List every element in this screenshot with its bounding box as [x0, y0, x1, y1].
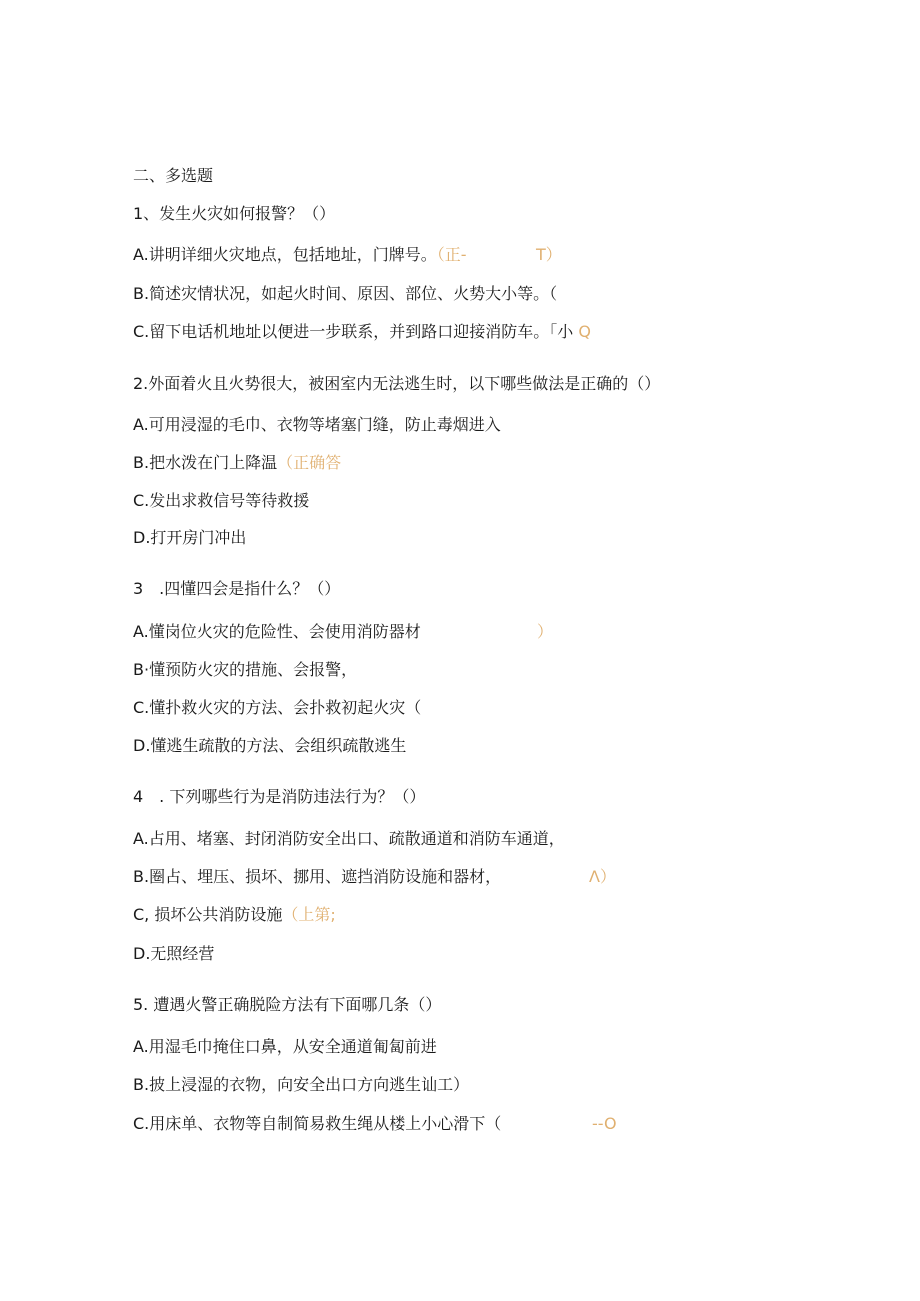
- question-3-option-b: B·懂预防火灾的措施、会报警，: [133, 660, 358, 679]
- option-note: Q: [578, 322, 591, 341]
- question-5-option-c: [133, 1114, 617, 1134]
- option-text: C.留下电话机地址以便进一步联系，并到路口迎接消防车。「小: [133, 322, 574, 341]
- option-text: A.讲明详细火灾地点，包括地址，门牌号。: [133, 245, 437, 264]
- option-text: C, 损坏公共消防设施: [133, 905, 283, 924]
- question-3-option-a: [133, 622, 554, 642]
- question-4-option-c: [133, 905, 336, 925]
- option-note-2: T）: [536, 245, 562, 264]
- question-1-stem: 1、发生火灾如何报警？（）: [133, 204, 336, 223]
- question-3-option-d: D.懂逃生疏散的方法、会组织疏散逃生: [133, 736, 407, 755]
- section-title: 二、多选题: [133, 166, 214, 185]
- question-2-option-b: [133, 453, 341, 473]
- option-note: （正确答: [277, 453, 342, 472]
- question-4-stem: 4 . 下列哪些行为是消防违法行为？（）: [133, 787, 426, 806]
- option-note: （上第;: [282, 905, 336, 924]
- question-2-option-c: C.发出求救信号等待救援: [133, 491, 310, 510]
- option-note: Λ）: [589, 867, 616, 886]
- option-note: ）: [537, 622, 554, 641]
- question-4-option-a: A.占用、堵塞、封闭消防安全出口、疏散通道和消防车通道，: [133, 829, 565, 848]
- option-text: B.圈占、埋压、损坏、挪用、遮挡消防设施和器材，: [133, 867, 502, 886]
- question-5-option-b: B.披上浸湿的衣物，向安全出口方向逃生讪工）: [133, 1075, 470, 1094]
- question-3-stem: 3 .四懂四会是指什么？（）: [133, 579, 341, 598]
- question-2-stem: 2.外面着火且火势很大，被困室内无法逃生时，以下哪些做法是正确的（）: [133, 374, 661, 393]
- question-3-option-c: C.懂扑救火灾的方法、会扑救初起火灾（: [133, 698, 422, 717]
- question-1-option-b: B.简述灾情状况，如起火时间、原因、部位、火势大小等。（: [133, 284, 558, 303]
- question-5-stem: 5. 遭遇火警正确脱险方法有下面哪几条（）: [133, 995, 442, 1014]
- option-note: --O: [592, 1114, 617, 1133]
- question-2-option-a: A.可用浸湿的毛巾、衣物等堵塞门缝，防止毒烟进入: [133, 415, 501, 434]
- question-4-option-d: D.无照经营: [133, 944, 215, 963]
- question-4-option-b: [133, 867, 616, 887]
- question-1-option-c: [133, 322, 591, 342]
- question-5-option-a: A.用湿毛巾掩住口鼻，从安全通道匍匐前进: [133, 1037, 437, 1056]
- option-text: A.懂岗位火灾的危险性、会使用消防器材: [133, 622, 421, 641]
- option-note: （正-: [436, 245, 467, 264]
- question-1-option-a: [133, 245, 562, 265]
- question-2-option-d: D.打开房门冲出: [133, 528, 247, 547]
- option-text: B.把水泼在门上降温: [133, 453, 278, 472]
- option-text: C.用床单、衣物等自制简易救生绳从楼上小心滑下（: [133, 1114, 502, 1133]
